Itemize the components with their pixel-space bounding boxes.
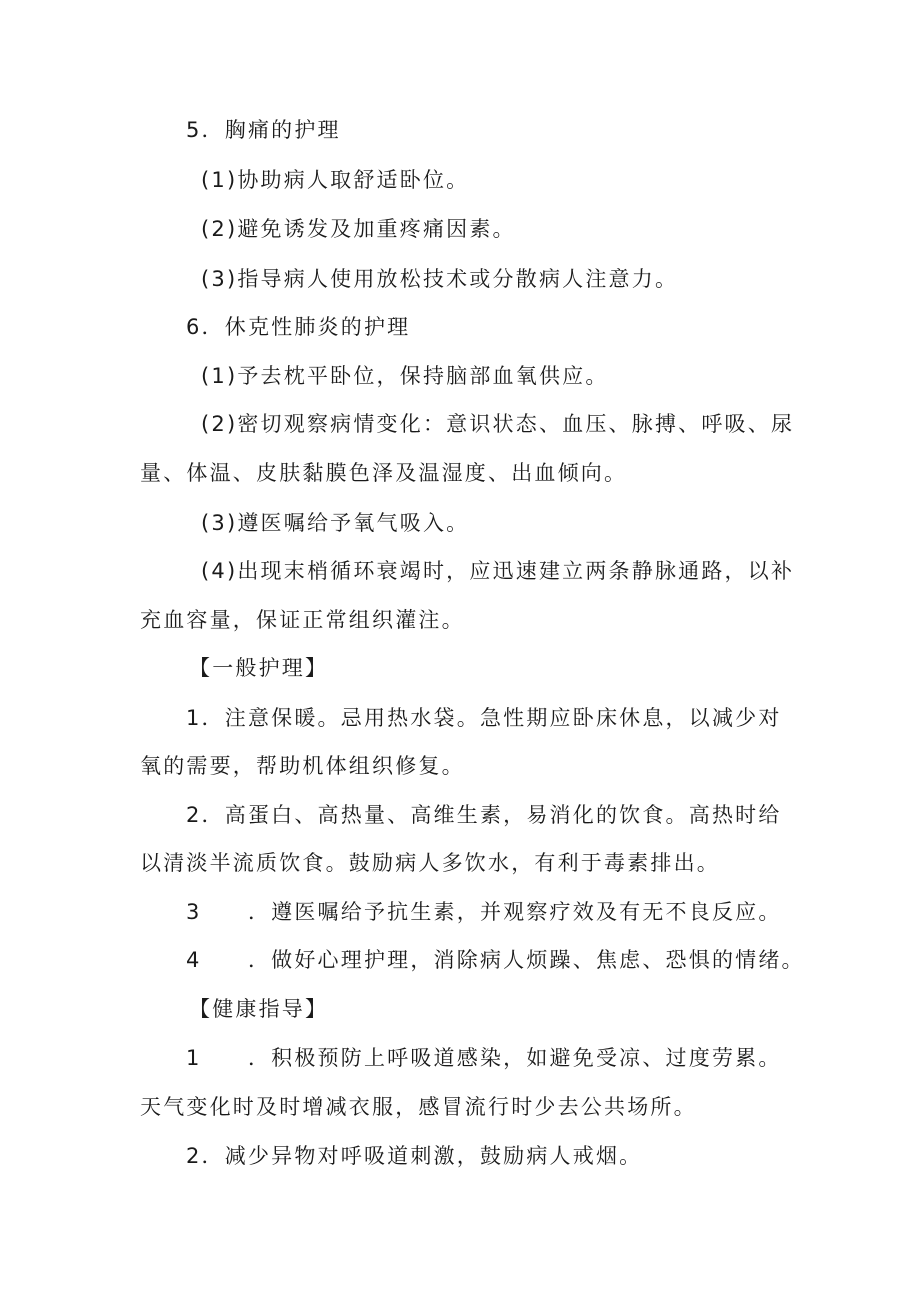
section-heading-general-care: 【一般护理】 bbox=[189, 656, 329, 680]
list-item: 2．高蛋白、高热量、高维生素，易消化的饮食。高热时给 bbox=[186, 803, 782, 827]
list-item: 1 ．积极预防上呼吸道感染，如避免受凉、过度劳累。 bbox=[186, 1046, 782, 1070]
list-item: 4 ．做好心理护理，消除病人烦躁、焦虑、恐惧的情绪。 bbox=[186, 948, 805, 972]
list-item-continuation: 量、体温、皮肤黏膜色泽及温湿度、出血倾向。 bbox=[140, 461, 628, 485]
list-item: (3)遵医嘱给予氧气吸入。 bbox=[201, 511, 470, 535]
heading-shock-pneumonia-care: 6．休克性肺炎的护理 bbox=[186, 315, 411, 339]
list-item: 3 ．遵医嘱给予抗生素，并观察疗效及有无不良反应。 bbox=[186, 900, 782, 924]
section-heading-health-guidance: 【健康指导】 bbox=[189, 997, 329, 1021]
list-item-continuation: 氧的需要，帮助机体组织修复。 bbox=[140, 754, 465, 778]
list-item: 2．减少异物对呼吸道刺激，鼓励病人戒烟。 bbox=[186, 1144, 643, 1168]
list-item: (2)避免诱发及加重疼痛因素。 bbox=[201, 217, 516, 241]
list-item: (1)予去枕平卧位，保持脑部血氧供应。 bbox=[201, 364, 609, 388]
list-item: (3)指导病人使用放松技术或分散病人注意力。 bbox=[201, 267, 679, 291]
list-item: (2)密切观察病情变化：意识状态、血压、脉搏、呼吸、尿 bbox=[201, 412, 795, 436]
heading-chest-pain-care: 5．胸痛的护理 bbox=[186, 118, 341, 142]
list-item-continuation: 以清淡半流质饮食。鼓励病人多饮水，有利于毒素排出。 bbox=[140, 851, 720, 875]
list-item: 1．注意保暖。忌用热水袋。急性期应卧床休息，以减少对 bbox=[186, 706, 782, 730]
list-item-continuation: 天气变化时及时增减衣服，感冒流行时少去公共场所。 bbox=[140, 1095, 697, 1119]
list-item: (4)出现末梢循环衰竭时，应迅速建立两条静脉通路，以补 bbox=[201, 559, 795, 583]
list-item: (1)协助病人取舒适卧位。 bbox=[201, 168, 470, 192]
list-item-continuation: 充血容量，保证正常组织灌注。 bbox=[140, 608, 465, 632]
